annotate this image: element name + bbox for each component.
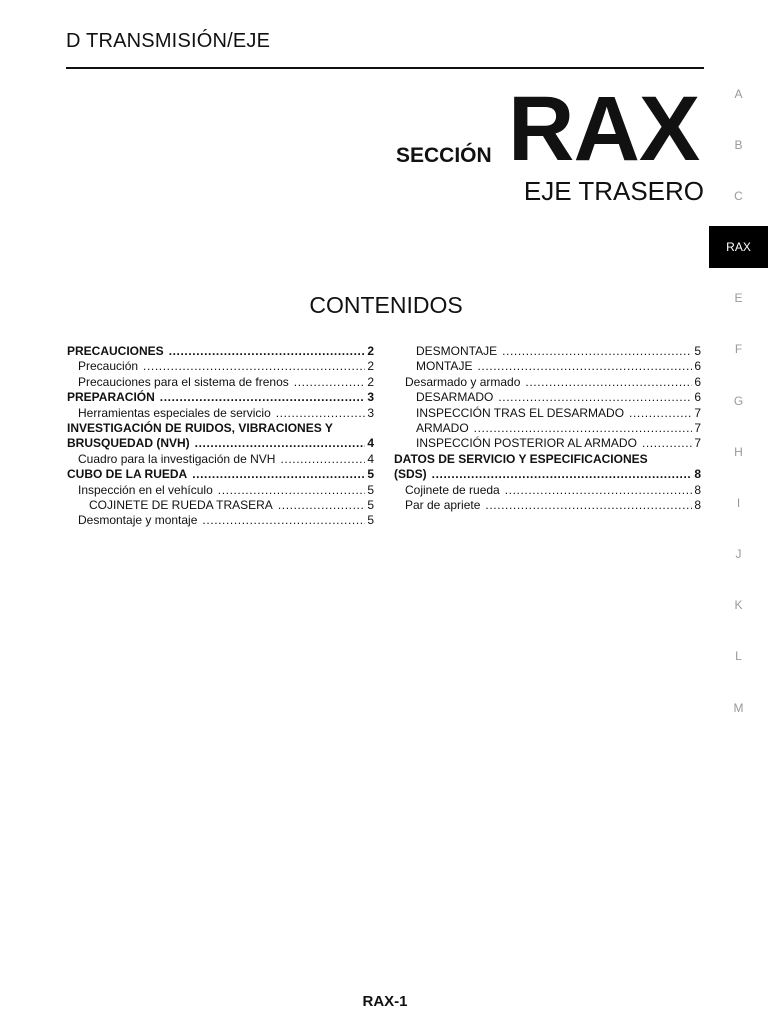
toc-entry-title: (SDS) (394, 467, 427, 482)
toc-entry-page: 6 (694, 390, 701, 405)
section-tab-c[interactable]: C (734, 188, 743, 203)
toc-entry-title: MONTAJE (416, 359, 473, 374)
toc-left-column (67, 344, 374, 529)
section-tab-b[interactable]: B (734, 137, 743, 152)
toc-dot-leader (485, 498, 692, 513)
toc-entry-title: ARMADO (416, 421, 469, 436)
toc-entry-page: 7 (694, 436, 701, 451)
section-tab-m[interactable]: M (733, 700, 744, 715)
toc-entry[interactable] (67, 375, 374, 390)
toc-entry-title: Precaución (78, 359, 139, 374)
toc-dot-leader (432, 467, 693, 482)
section-tab-k[interactable]: K (734, 598, 743, 613)
toc-entry-page: 6 (694, 374, 701, 389)
toc-entry[interactable] (394, 344, 701, 359)
toc-entry-page: 3 (367, 390, 374, 405)
toc-entry[interactable] (67, 406, 374, 421)
toc-entry-page: 7 (694, 421, 701, 436)
toc-entry-page: 7 (694, 405, 701, 420)
toc-entry[interactable] (394, 498, 701, 513)
section-tab-j[interactable]: J (735, 547, 742, 562)
toc-dot-leader (642, 436, 692, 451)
section-tab-a[interactable]: A (734, 86, 743, 101)
toc-entry[interactable] (394, 421, 701, 436)
section-code: RAX (508, 78, 700, 180)
toc-entry-title: Inspección en el vehículo (78, 482, 213, 497)
toc-entry-page: 8 (694, 498, 701, 513)
toc-dot-leader (505, 483, 693, 498)
section-tab-g[interactable]: G (733, 393, 744, 408)
toc-entry[interactable] (67, 436, 374, 451)
toc-entry[interactable] (394, 436, 701, 451)
toc-dot-leader (202, 513, 365, 528)
toc-entry[interactable] (67, 498, 374, 513)
toc-dot-leader (195, 436, 366, 451)
toc-entry-page: 8 (694, 482, 701, 497)
section-name: EJE TRASERO (523, 176, 704, 206)
toc-dot-leader (160, 390, 366, 405)
toc-entry-page: 5 (694, 344, 701, 358)
section-tab-l[interactable]: L (735, 649, 742, 664)
toc-entry-title: Cojinete de rueda (405, 482, 500, 497)
toc-entry[interactable] (67, 452, 374, 467)
toc-dot-leader (498, 390, 692, 405)
toc-entry-page: 4 (367, 436, 374, 451)
toc-dot-leader (502, 344, 692, 359)
toc-entry[interactable] (67, 344, 374, 359)
toc-entry-title: PRECAUCIONES (67, 344, 164, 358)
toc-entry[interactable] (394, 483, 701, 498)
toc-entry[interactable] (394, 375, 701, 390)
header-title: D TRANSMISIÓN/EJE (66, 30, 271, 52)
toc-entry-title: Desarmado y armado (405, 374, 521, 389)
toc-entry[interactable] (394, 390, 701, 405)
toc-entry-title: DESMONTAJE (416, 344, 498, 358)
toc-entry-heading-line: INVESTIGACIÓN DE RUIDOS, VIBRACIONES Y (67, 421, 333, 436)
toc-entry-page: 5 (367, 498, 374, 513)
toc-entry[interactable] (67, 483, 374, 498)
toc-dot-leader (280, 452, 365, 467)
toc-dot-leader (169, 344, 366, 359)
toc-entry-page: 2 (367, 344, 374, 358)
section-tab-i[interactable]: I (736, 495, 741, 510)
toc-dot-leader (477, 359, 692, 374)
toc-entry-title: COJINETE DE RUEDA TRASERA (89, 498, 273, 513)
toc-entry-title: Cuadro para la investigación de NVH (78, 451, 276, 466)
toc-entry-page: 5 (367, 467, 374, 482)
toc-dot-leader (525, 375, 692, 390)
toc-entry-title: Desmontaje y montaje (78, 513, 198, 528)
toc-entry[interactable] (67, 390, 374, 405)
toc-dot-leader (278, 498, 365, 513)
toc-dot-leader (143, 359, 365, 374)
section-tab-e[interactable]: E (734, 291, 743, 306)
toc-entry[interactable] (394, 467, 701, 482)
toc-entry-page: 5 (367, 482, 374, 497)
section-tab-rax[interactable]: RAX (709, 226, 768, 268)
toc-entry-page: 6 (694, 359, 701, 374)
toc-entry-page: 4 (367, 451, 374, 466)
toc-entry-heading-line: DATOS DE SERVICIO Y ESPECIFICACIONES (394, 451, 648, 466)
toc-dot-leader (629, 406, 692, 421)
toc-entry-page: 8 (694, 467, 701, 482)
toc-entry-title: PREPARACIÓN (67, 390, 155, 405)
toc-entry-title: Par de apriete (405, 498, 481, 513)
toc-dot-leader (192, 467, 365, 482)
section-tab-h[interactable]: H (734, 444, 743, 459)
toc-dot-leader (294, 375, 366, 390)
toc-entry[interactable] (394, 406, 701, 421)
toc-right-column (394, 344, 701, 513)
section-label: SECCIÓN (396, 144, 492, 167)
toc-dot-leader (276, 406, 366, 421)
toc-entry[interactable] (394, 359, 701, 374)
section-tabs (709, 68, 768, 733)
toc-entry-title: Herramientas especiales de servicio (78, 405, 271, 420)
contents-title: CONTENIDOS (309, 292, 463, 318)
toc-entry[interactable] (67, 359, 374, 374)
toc-dot-leader (474, 421, 693, 436)
page-number: RAX-1 (362, 993, 408, 1010)
toc-entry-title: DESARMADO (416, 390, 494, 405)
toc-entry-page: 3 (367, 405, 374, 420)
header-rule (66, 67, 704, 69)
toc-entry-page: 2 (367, 374, 374, 389)
section-tab-f[interactable]: F (734, 342, 743, 357)
toc-entry[interactable] (67, 467, 374, 482)
toc-entry-title: INSPECCIÓN TRAS EL DESARMADO (416, 405, 625, 420)
toc-entry-title: CUBO DE LA RUEDA (67, 467, 188, 482)
toc-dot-leader (218, 483, 366, 498)
toc-entry-page: 2 (367, 359, 374, 374)
toc-entry-title: BRUSQUEDAD (NVH) (67, 436, 190, 451)
toc-entry-title: Precauciones para el sistema de frenos (78, 374, 289, 389)
toc-entry[interactable] (67, 513, 374, 528)
toc-entry-page: 5 (367, 513, 374, 528)
toc-entry-title: INSPECCIÓN POSTERIOR AL ARMADO (416, 436, 637, 451)
